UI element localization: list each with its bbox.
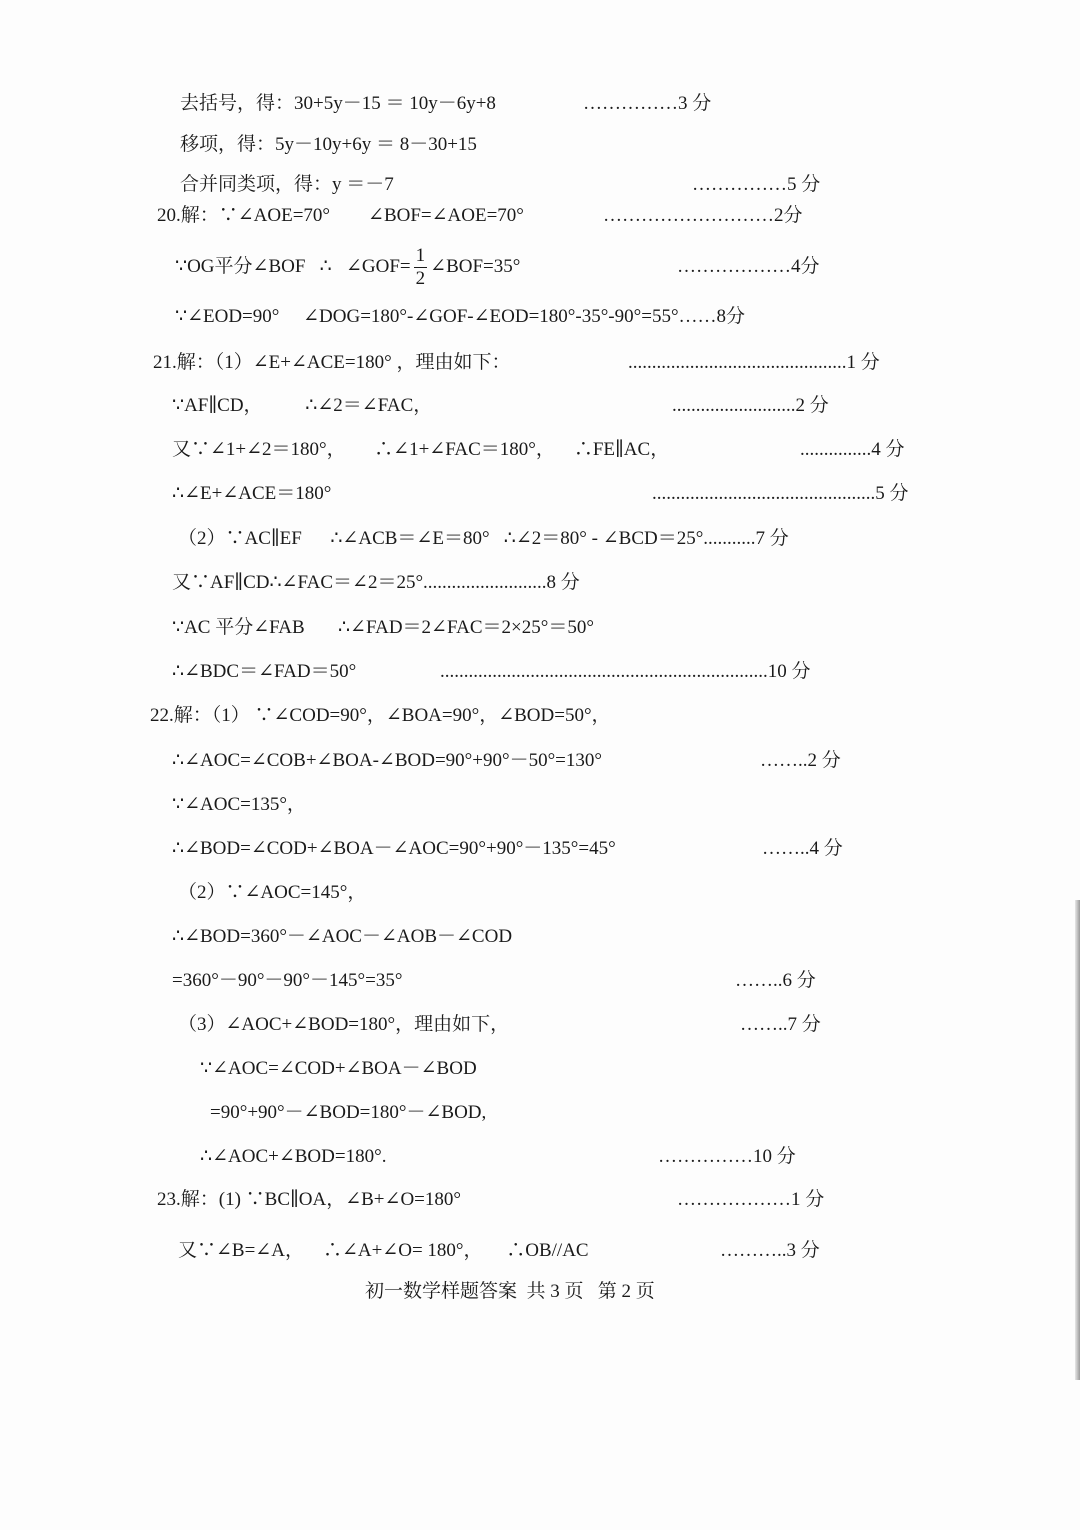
score-mark: ..............................................1 分 [628,352,880,373]
score-mark: ……………10 分 [658,1146,796,1167]
q21-line-1: 21.解：（1）∠E+∠ACE=180° ，理由如下： [153,352,511,373]
q22-line-3: ∵∠AOC=135°， [172,794,306,815]
q22-line-1: 22.解：（1） ∵∠COD=90°，∠BOA=90°，∠BOD=50°， [150,705,611,726]
q20-line-1: 20.解：∵∠AOE=70° ∠BOF=∠AOE=70° [157,205,524,226]
q21-line-6: 又∵AF∥CD∴∠FAC＝∠2＝25°..........................8 分 [172,572,580,593]
q22-line-7: =360°－90°－90°－145°=35° [172,970,403,991]
q21-line-5: （2）∵AC∥EF ∴∠ACB＝∠E＝80° ∴∠2＝80° - ∠BCD＝25°...........7 分 [178,528,789,549]
score-mark: ...............................................5 分 [652,483,909,504]
q21-line-7: ∵AC 平分∠FAB ∴∠FAD＝2∠FAC＝2×25°＝50° [172,617,594,638]
score-mark: ………..3 分 [720,1240,820,1261]
q20-line-3: ∵∠EOD=90° ∠DOG=180°-∠GOF-∠EOD=180°-35°-90°=55°……8分 [175,306,746,327]
score-mark: ………………4分 [677,256,820,277]
score-mark: ……………3 分 [583,93,712,114]
step-remove-brackets: 去括号，得：30+5y－15 ＝ 10y－6y+8 [180,93,496,114]
q22-line-2: ∴∠AOC=∠COB+∠BOA-∠BOD=90°+90°－50°=130° [172,750,602,771]
q22-line-9: ∵∠AOC=∠COD+∠BOA－∠BOD [200,1058,477,1079]
score-mark: ……..2 分 [760,750,841,771]
q22-line-11: ∴∠AOC+∠BOD=180°. [200,1146,387,1167]
q21-line-2: ∵AF∥CD， ∴∠2＝∠FAC， [172,395,433,416]
step-transpose: 移项，得：5y－10y+6y ＝ 8－30+15 [180,134,477,155]
fraction-denominator: 2 [415,268,426,289]
score-mark: ...............4 分 [800,439,905,460]
fraction-numerator: 1 [415,245,426,266]
q22-line-10: =90°+90°－∠BOD=180°－∠BOD, [210,1102,487,1123]
q23-line-2: 又∵∠B=∠A， ∴∠A+∠O= 180°， ∴OB//AC [178,1240,589,1261]
q20-line-2-suffix: ∠BOF=35° [430,255,521,277]
q23-line-1: 23.解：(1) ∵BC∥OA，∠B+∠O=180° [157,1189,461,1210]
step-combine: 合并同类项，得：y ＝－7 [180,174,394,195]
q20-line-2-prefix: ∵OG平分∠BOF ∴ ∠GOF= [175,255,411,277]
score-mark: ……..7 分 [740,1014,821,1035]
q21-line-4: ∴∠E+∠ACE＝180° [172,483,332,504]
fraction-half [414,245,428,290]
q20-line-2 [175,245,520,290]
score-mark: ………………1 分 [677,1189,825,1210]
q22-line-6: ∴∠BOD=360°－∠AOC－∠AOB－∠COD [172,926,513,947]
score-mark: ..........................2 分 [672,395,829,416]
score-mark: ……..6 分 [735,970,816,991]
q22-line-8: （3）∠AOC+∠BOD=180°，理由如下， [178,1014,510,1035]
score-mark: ………………………2分 [603,205,803,226]
score-mark: ……..4 分 [762,838,843,859]
score-mark: .....................................................................10 分 [440,661,811,682]
q21-line-8: ∴∠BDC＝∠FAD＝50° [172,661,357,682]
page-footer: 初一数学样题答案 共 3 页 第 2 页 [365,1281,655,1302]
q22-line-5: （2）∵∠AOC=145°， [178,882,367,903]
score-mark: ……………5 分 [692,174,821,195]
q22-line-4: ∴∠BOD=∠COD+∠BOA－∠AOC=90°+90°－135°=45° [172,838,616,859]
scan-edge-shadow [1075,900,1080,1380]
q21-line-3: 又∵∠1+∠2＝180°， ∴∠1+∠FAC＝180°， ∴FE∥AC， [172,439,670,460]
